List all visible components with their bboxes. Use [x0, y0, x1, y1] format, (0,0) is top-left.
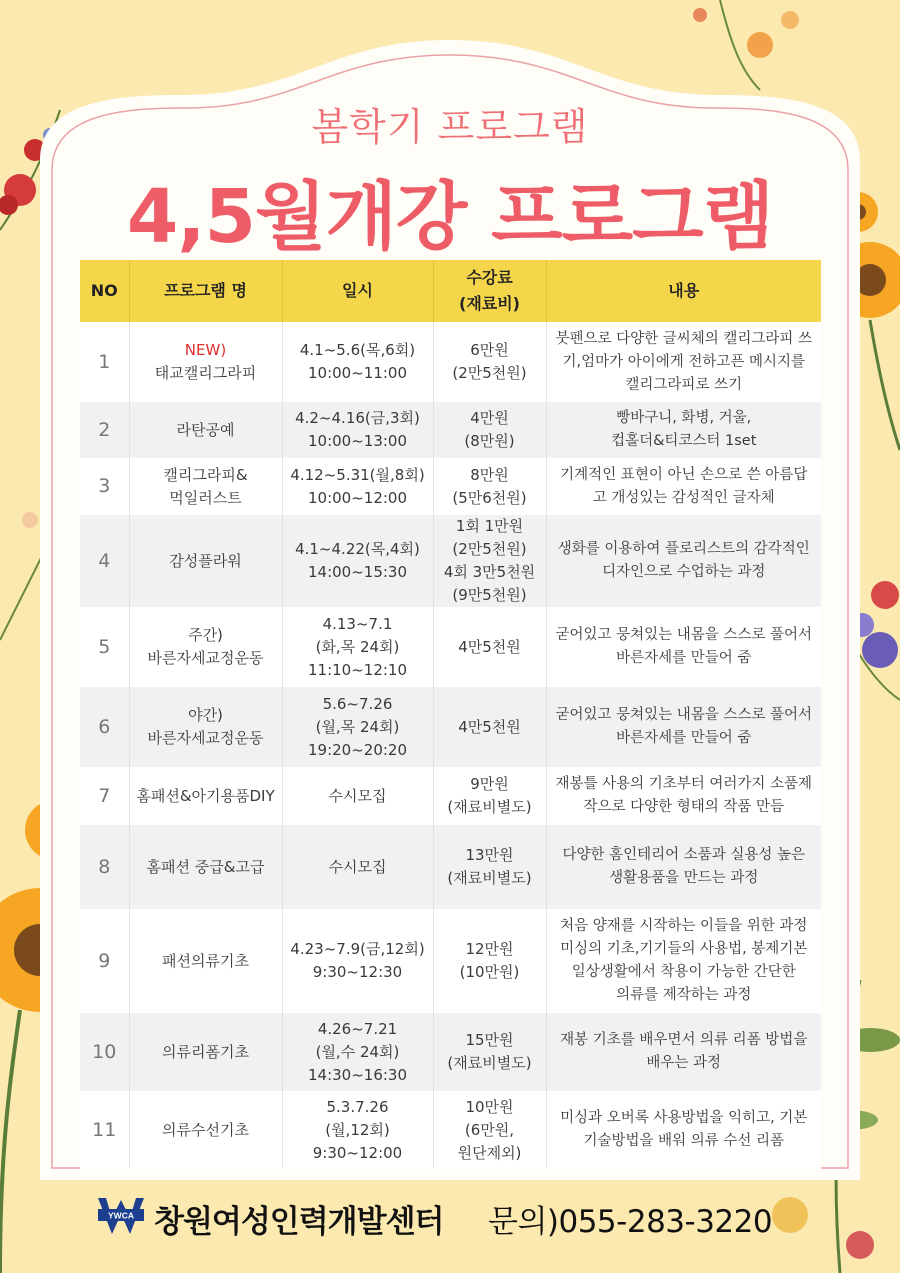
- row-desc: 기계적인 표현이 아닌 손으로 쓴 아름답 고 개성있는 감성적인 글자체: [546, 458, 821, 515]
- new-tag: NEW): [184, 341, 227, 359]
- row-date: 4.12~5.31(월,8회) 10:00~12:00: [282, 458, 433, 515]
- col-desc-header: 내용: [546, 260, 821, 322]
- row-date: 4.26~7.21 (월,수 24회) 14:30~16:30: [282, 1013, 433, 1091]
- row-desc: 굳어있고 뭉쳐있는 내몸을 스스로 풀어서 바른자세를 만들어 줌: [546, 687, 821, 767]
- row-desc: 생화를 이용하여 플로리스트의 감각적인 디자인으로 수업하는 과정: [546, 515, 821, 607]
- row-desc: 처음 양재를 시작하는 이들을 위한 과정 미싱의 기초,기기들의 사용법, 봉제기본 일상생활에서 착용이 가능한 간단한 의류를 제작하는 과정: [546, 909, 821, 1013]
- row-fee: 1회 1만원 (2만5천원) 4회 3만5천원 (9만5천원): [433, 515, 546, 607]
- table-row: [80, 322, 821, 402]
- col-fee-header: 수강료 (재료비): [433, 260, 546, 322]
- table-row: [80, 515, 821, 607]
- row-desc: 재봉 기초를 배우면서 의류 리폼 방법을 배우는 과정: [546, 1013, 821, 1091]
- row-fee: 13만원 (재료비별도): [433, 825, 546, 909]
- row-date: 5.3.7.26 (월,12회) 9:30~12:00: [282, 1091, 433, 1169]
- table-header-row: [80, 260, 821, 322]
- row-no: 9: [80, 909, 129, 1013]
- row-date: 5.6~7.26 (월,목 24회) 19:20~20:20: [282, 687, 433, 767]
- row-name: 홈패션&아기용품DIY: [129, 767, 282, 825]
- row-no: 1: [80, 322, 129, 402]
- row-date: 4.23~7.9(금,12회) 9:30~12:30: [282, 909, 433, 1013]
- contact-phone: 문의)055-283-3220: [488, 1204, 773, 1240]
- row-no: 10: [80, 1013, 129, 1091]
- row-no: 6: [80, 687, 129, 767]
- row-name: 감성플라워: [129, 515, 282, 607]
- row-fee: 15만원 (재료비별도): [433, 1013, 546, 1091]
- col-date-header: 일시: [282, 260, 433, 322]
- row-date: 4.1~4.22(목,4회) 14:00~15:30: [282, 515, 433, 607]
- row-name: 홈패션 중급&고급: [129, 825, 282, 909]
- table-row: [80, 825, 821, 909]
- row-fee: 9만원 (재료비별도): [433, 767, 546, 825]
- row-name: 패션의류기초: [129, 909, 282, 1013]
- table-row: [80, 1013, 821, 1091]
- row-fee: 4만5천원: [433, 607, 546, 687]
- row-no: 7: [80, 767, 129, 825]
- row-fee: 4만원 (8만원): [433, 402, 546, 458]
- table-row: [80, 1091, 821, 1169]
- svg-text:YWCA: YWCA: [108, 1210, 134, 1221]
- row-no: 4: [80, 515, 129, 607]
- row-date: 4.2~4.16(금,3회) 10:00~13:00: [282, 402, 433, 458]
- row-desc: 재봉틀 사용의 기초부터 여러가지 소품제 작으로 다양한 형태의 작품 만듬: [546, 767, 821, 825]
- row-desc: 미싱과 오버록 사용방법을 익히고, 기본 기술방법을 배워 의류 수선 리폼: [546, 1091, 821, 1169]
- row-name: 야간) 바른자세교정운동: [129, 687, 282, 767]
- row-no: 2: [80, 402, 129, 458]
- row-desc: 붓펜으로 다양한 글씨체의 캘리그라피 쓰 기,엄마가 아이에게 전하고픈 메시지를 캘리그라피로 쓰기: [546, 322, 821, 402]
- row-fee: 4만5천원: [433, 687, 546, 767]
- row-no: 11: [80, 1091, 129, 1169]
- row-date: 수시모집: [282, 825, 433, 909]
- row-name: 의류수선기초: [129, 1091, 282, 1169]
- row-date: 4.13~7.1 (화,목 24회) 11:10~12:10: [282, 607, 433, 687]
- row-date: 4.1~5.6(목,6회) 10:00~11:00: [282, 322, 433, 402]
- program-table: [80, 260, 821, 1169]
- footer: [0, 1188, 900, 1248]
- row-name: 캘리그라피& 먹일러스트: [129, 458, 282, 515]
- table-row: [80, 458, 821, 515]
- subtitle: 봄학기 프로그램: [311, 105, 589, 149]
- row-date: 수시모집: [282, 767, 433, 825]
- row-fee: 10만원 (6만원, 원단제외): [433, 1091, 546, 1169]
- table-row: [80, 607, 821, 687]
- row-name: 주간) 바른자세교정운동: [129, 607, 282, 687]
- col-name-header: 프로그램 명: [129, 260, 282, 322]
- table-row: [80, 687, 821, 767]
- col-no-header: NO: [80, 260, 129, 322]
- ywca-logo: [96, 1196, 146, 1236]
- row-desc: 다양한 홈인테리어 소품과 실용성 높은 생활용품을 만드는 과정: [546, 825, 821, 909]
- row-fee: 12만원 (10만원): [433, 909, 546, 1013]
- row-name: 라탄공예: [129, 402, 282, 458]
- table-row: [80, 767, 821, 825]
- row-no: 5: [80, 607, 129, 687]
- row-fee: 8만원 (5만6천원): [433, 458, 546, 515]
- row-fee: 6만원 (2만5천원): [433, 322, 546, 402]
- page-title: 4,5월개강 프로그램: [126, 174, 774, 260]
- row-desc: 빵바구니, 화병, 거울, 컵홀더&티코스터 1set: [546, 402, 821, 458]
- row-desc: 굳어있고 뭉쳐있는 내몸을 스스로 풀어서 바른자세를 만들어 줌: [546, 607, 821, 687]
- row-name: NEW) 태교캘리그라피: [129, 322, 282, 402]
- organization-name: 창원여성인력개발센터: [154, 1204, 444, 1240]
- row-no: 3: [80, 458, 129, 515]
- orange-flower-icon: [693, 0, 799, 90]
- row-name: 의류리폼기초: [129, 1013, 282, 1091]
- table-row: [80, 909, 821, 1013]
- row-no: 8: [80, 825, 129, 909]
- table-row: [80, 402, 821, 458]
